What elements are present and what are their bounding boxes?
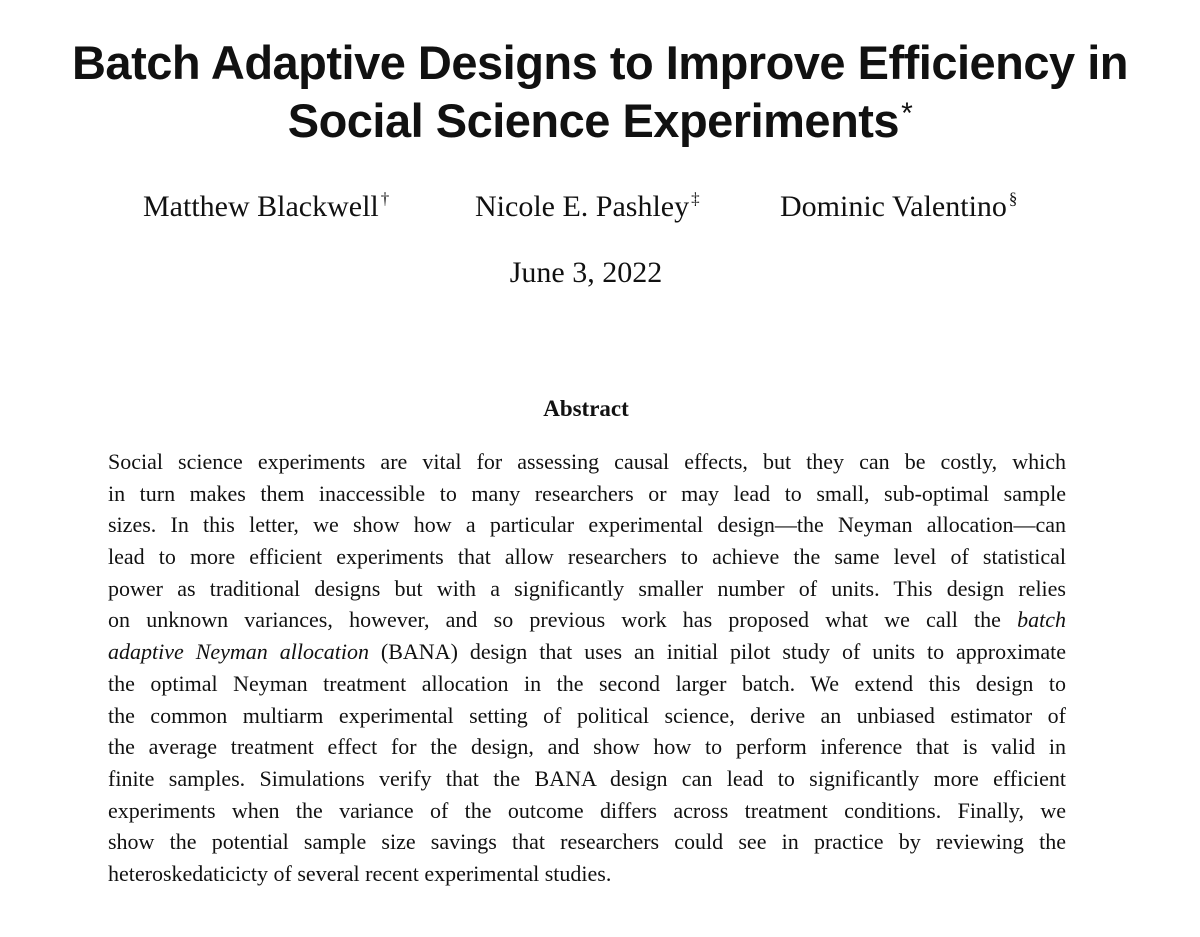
abstract-line: Social science experiments are vital for assessing causal effects, but they can be costly, which bbox=[108, 449, 1066, 474]
abstract-line: finite samples. Simulations verify that the BANA design can lead to significantly more efficient bbox=[108, 765, 1066, 791]
author-3 bbox=[780, 190, 1017, 224]
title-line-2-text: Social Science Experiments bbox=[287, 94, 900, 147]
author-list bbox=[0, 190, 1200, 234]
abstract-line: show the potential sample size savings that researchers could see in practice by reviewing the bbox=[108, 829, 1066, 855]
title-line-2 bbox=[0, 92, 1200, 157]
abstract-italic-term: adaptive Neyman allocation bbox=[108, 639, 369, 665]
abstract-heading: Abstract bbox=[543, 396, 629, 421]
abstract-line: the average treatment effect for the design, and show how to perform inference that is valid in bbox=[108, 734, 1066, 760]
author-name: Matthew Blackwell bbox=[143, 190, 379, 223]
author-1 bbox=[143, 190, 389, 224]
abstract-line: heteroskedaticicty of several recent experimental studies. bbox=[108, 860, 612, 886]
abstract-line: the optimal Neyman treatment allocation in the second larger batch. We extend this design to bbox=[108, 670, 1066, 696]
abstract-line: power as traditional designs but with a significantly smaller number of units. This design relies bbox=[108, 575, 1066, 601]
author-2 bbox=[475, 190, 700, 224]
author-footnote-mark: ‡ bbox=[691, 189, 700, 208]
abstract-italic-term: batch bbox=[1017, 607, 1067, 633]
abstract-line: sizes. In this letter, we show how a particular experimental design—the Neyman allocation—can bbox=[108, 512, 1066, 538]
author-footnote-mark: † bbox=[380, 189, 390, 208]
author-footnote-mark: § bbox=[1008, 189, 1018, 208]
abstract-text: (BANA) design that uses an initial pilot study of units to approximate bbox=[380, 639, 1066, 665]
publication-date: June 3, 2022 bbox=[509, 256, 663, 289]
abstract-body bbox=[108, 446, 1066, 890]
abstract-line: experiments when the variance of the outcome differs across treatment conditions. Finally, we bbox=[108, 797, 1066, 823]
abstract-line: lead to more efficient experiments that allow researchers to achieve the same level of statistical bbox=[108, 544, 1066, 570]
abstract-line bbox=[108, 636, 1066, 668]
abstract-line: in turn makes them inaccessible to many researchers or may lead to small, sub-optimal sample bbox=[108, 480, 1066, 506]
title-footnote-mark: * bbox=[901, 97, 913, 130]
abstract-text: on unknown variances, however, and so previous work has proposed what we call the bbox=[108, 607, 1001, 633]
abstract-line bbox=[108, 604, 1066, 636]
title-line-1: Batch Adaptive Designs to Improve Efficiency in bbox=[71, 36, 1128, 89]
author-name: Nicole E. Pashley bbox=[475, 190, 690, 223]
abstract-line: the common multiarm experimental setting of political science, derive an unbiased estimator of bbox=[108, 702, 1066, 728]
author-name: Dominic Valentino bbox=[780, 190, 1007, 223]
paper-title bbox=[0, 34, 1200, 157]
